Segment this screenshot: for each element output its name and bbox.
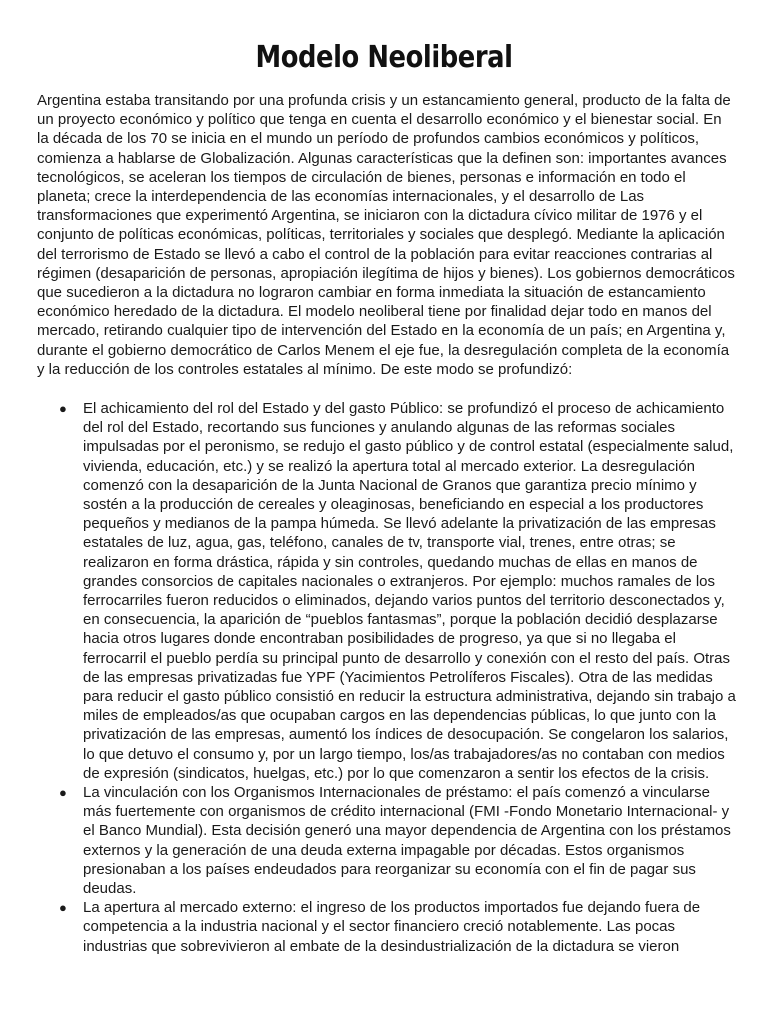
- list-item-text: La vinculación con los Organismos Internacionales de préstamo: el país comenzó a vincularse más fuertemente con organismos de crédito internacional (FMI -Fondo Monetario Internacional- y el Banco Mundial). Esta decisión generó una mayor dependencia de Argentina con los préstamos externos y la generación de una deuda externa impagable por décadas. Estos organismos presionaban a los países endeudados para reorganizar su economía con el fin de pagar sus deudas.: [83, 784, 731, 898]
- page-title: Modelo Neoliberal: [255, 40, 513, 75]
- list-item: [37, 399, 737, 783]
- list-item-text: El achicamiento del rol del Estado y del gasto Público: se profundizó el proceso de achicamiento del rol del Estado, recortando sus funciones y anulando algunas de las reformas sociales impulsadas por el peronismo, se redujo el gasto público y de control estatal (especialmente salud, vivienda, educación, etc.) y se realizó la apertura total al mercado exterior. La desregulación comenzó con la desaparición de la Junta Nacional de Granos que garantiza precio mínimo y sostén a la producción de cereales y oleaginosas, beneficiando en especial a los productores pequeños y medianos de la pampa húmeda. Se llevó adelante la privatización de las empresas estatales de luz, agua, gas, teléfono, canales de tv, transporte vial, trenes, entre otras; se realizaron en forma drástica, rápida y sin controles, quedando muchas de ellas en manos de grandes consorcios de capitales nacionales o extranjeros. Por ejemplo: muchos ramales de los ferrocarriles fueron reducidos o eliminados, dejando varios puntos del territorio desconectados y, en consecuencia, la aparición de “pueblos fantasmas”, porque la población decidió desplazarse hacia otros lugares donde encontraban posibilidades de progreso, ya que si no llegaba el ferrocarril el pueblo perdía su principal punto de desarrollo y conexión con el resto del país. Otras de las empresas privatizadas fue YPF (Yacimientos Petrolíferos Fiscales). Otra de las medidas para reducir el gasto público consistió en reducir la estructura administrativa, dejando sin trabajo a miles de empleados/as que ocupaban cargos en las dependencias públicas, lo que junto con la privatización de las empresas, aumentó los índices de desocupación. Se congelaron los salarios, lo que detuvo el consumo y, por un largo tiempo, los/as trabajadores/as no contaban con medios de expresión (sindicatos, huelgas, etc.) por lo que comenzaron a sentir los efectos de la crisis.: [83, 400, 736, 782]
- list-item: [37, 898, 737, 956]
- bullet-icon: ●: [59, 401, 67, 416]
- list-item: [37, 783, 737, 898]
- list-item-text: La apertura al mercado externo: el ingreso de los productos importados fue dejando fuera de competencia a la industria nacional y el sector financiero creció notablemente. Las pocas industrias que sobrevivieron al embate de la desindustrialización de la dictadura se vieron: [83, 899, 701, 955]
- bullet-icon: ●: [59, 900, 67, 916]
- intro-paragraph: Argentina estaba transitando por una profunda crisis y un estancamiento general, producto de la falta de un proyecto económico y político que tenga en cuenta el desarrollo económico y el bienestar social. En la década de los 70 se inicia en el mundo un período de profundos cambios económicos y políticos, comienza a hablarse de Globalización. Algunas características que la definen son: importantes avances tecnológicos, se aceleran los tiempos de circulación de bienes, personas e información en todo el planeta; crece la interdependencia de las economías internacionales, y el desarrollo de Las transformaciones que experimentó Argentina, se iniciaron con la dictadura cívico militar de 1976 y el conjunto de políticas económicas, políticas, territoriales y sociales que desplegó. Mediante la aplicación del terrorismo de Estado se llevó a cabo el control de la población para evitar reacciones contrarias al régimen (desaparición de personas, apropiación ilegítima de hijos y bienes). Los gobiernos democráticos que sucedieron a la dictadura no lograron cambiar en forma inmediata la situación de estancamiento económico heredado de la dictadura. El modelo neoliberal tiene por finalidad dejar todo en manos del mercado, retirando cualquier tipo de intervención del Estado en la economía de un país; en Argentina y, durante el gobierno democrático de Carlos Menem el eje fue, la desregulación completa de la economía y la reducción de los controles estatales al mínimo. De este modo se profundizó:: [37, 92, 735, 378]
- bullet-icon: ●: [59, 785, 67, 801]
- bullet-list: [37, 399, 737, 956]
